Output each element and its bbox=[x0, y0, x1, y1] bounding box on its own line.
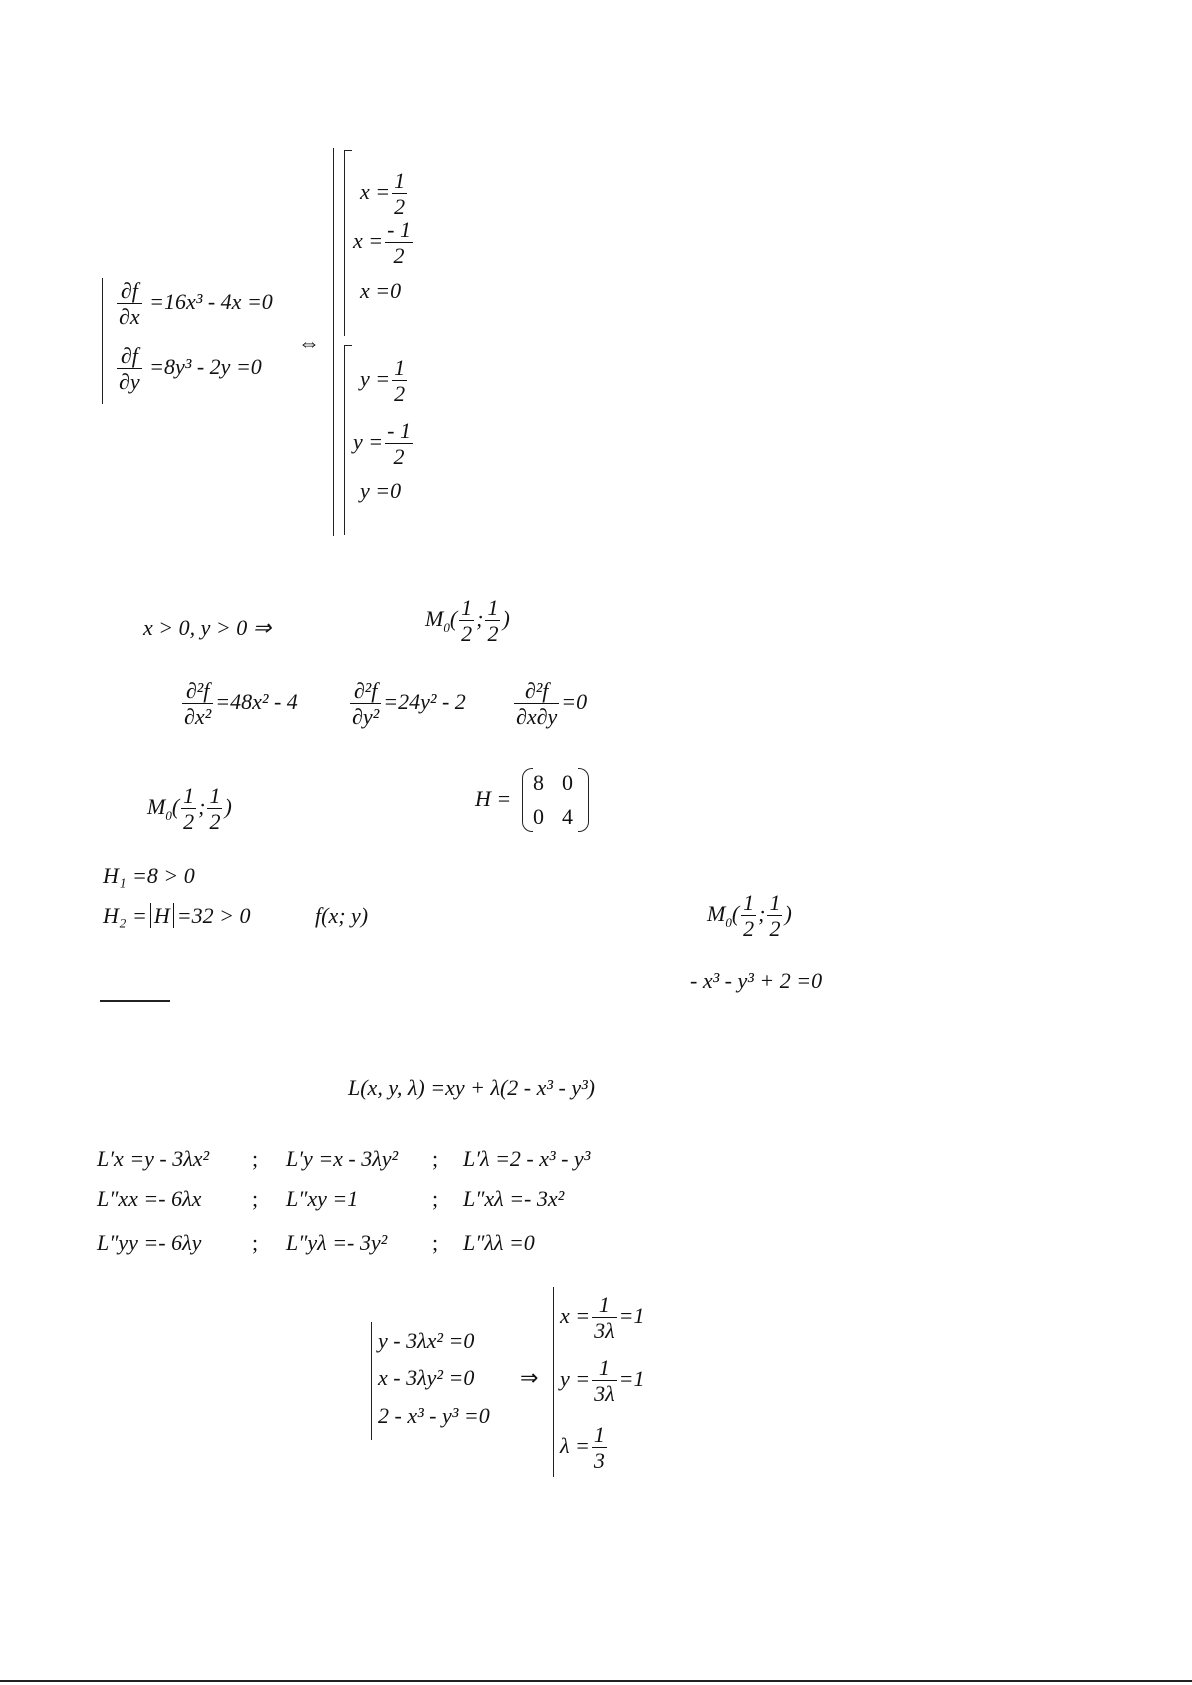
condition-text: x > 0, y > 0 ⇒ bbox=[143, 615, 272, 640]
sol-x-half: x = $\frac{1}{2}$ bbox=[360, 168, 406, 220]
left-brace bbox=[102, 278, 103, 404]
function-fxy: f(x; y) bbox=[315, 903, 369, 928]
x-bracket bbox=[344, 150, 345, 336]
point-m0-2: $M_0$( $\frac{1}{2}$ ; $\frac{1}{2}$ ) bbox=[147, 783, 232, 835]
underline-mark bbox=[100, 1000, 170, 1002]
minor-h2: H₂ = H =32 > 0 bbox=[103, 903, 251, 928]
left-brace-2 bbox=[371, 1322, 372, 1440]
lagrangian: L(x, y, λ) =xy + λ(2 - x³ - y³) bbox=[348, 1075, 596, 1100]
sol-y-half: y = $\frac{1}{2}$ bbox=[360, 355, 406, 407]
constraint-equation: - x³ - y³ + 2 =0 bbox=[690, 968, 823, 993]
second-deriv-xx: $\frac{\text{∂²f}}{\text{∂x²}}$ =48x² - 4 bbox=[184, 678, 298, 730]
eq-df-dy: $\frac{\partial f}{\partial y}$ =8y³ - 2y =0 bbox=[119, 343, 262, 395]
sol-x-neg-half: x = $\frac{- 1}{2}$ bbox=[353, 217, 411, 269]
second-deriv-yy: $\frac{\text{∂²f}}{\text{∂y²}}$ =24y² - 2 bbox=[352, 678, 466, 730]
minor-h1: H₁ =8 > 0 bbox=[103, 863, 195, 888]
y-bracket bbox=[344, 345, 345, 535]
point-m0: $M_0$( $\frac{1}{2}$ ; $\frac{1}{2}$ ) bbox=[425, 595, 510, 647]
sol-y-neg-half: y = $\frac{- 1}{2}$ bbox=[353, 418, 411, 470]
eq-df-dx: $\frac{\partial f}{\partial x}$ =16x³ - 4x =0 bbox=[119, 278, 273, 330]
implies-symbol: ⇒ bbox=[520, 1365, 539, 1390]
left-brace-3 bbox=[553, 1287, 554, 1477]
outer-brace bbox=[333, 148, 334, 536]
page-bottom-border bbox=[0, 1680, 1192, 1682]
iff-symbol: ⇔ bbox=[298, 330, 320, 355]
second-deriv-xy: $\frac{\text{∂²f}}{\partial x\partial y}$ =0 bbox=[516, 678, 588, 730]
sol-y-zero: y =0 bbox=[360, 478, 402, 503]
point-m0-3: $M_0$( $\frac{1}{2}$ ; $\frac{1}{2}$ ) bbox=[707, 890, 792, 942]
sol-x-zero: x =0 bbox=[360, 278, 402, 303]
